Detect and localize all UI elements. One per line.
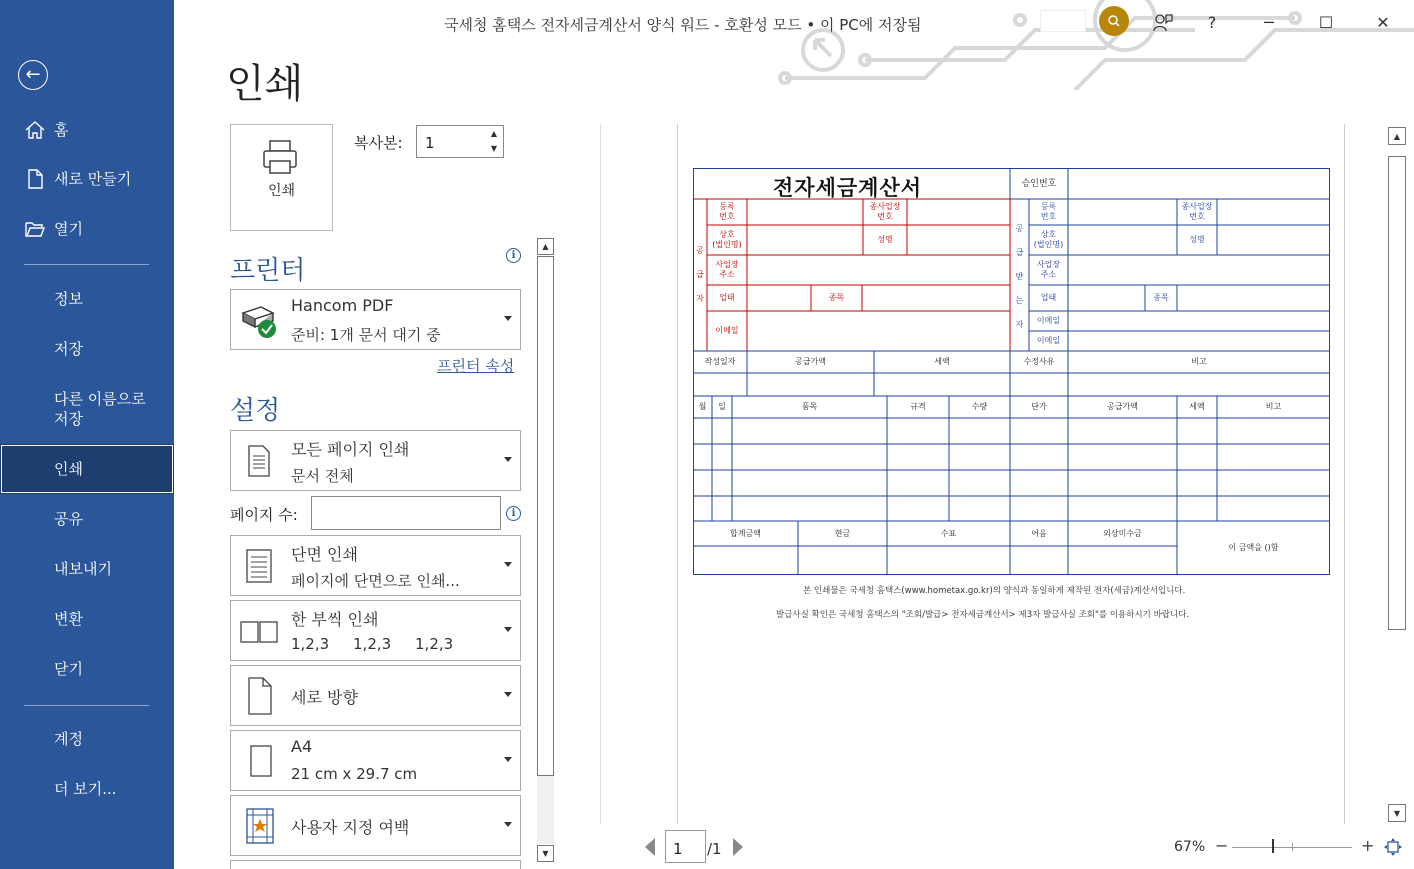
chevron-down-icon (504, 627, 512, 632)
supplier-item-label: 종목 (828, 293, 845, 302)
previous-page-icon[interactable] (645, 838, 655, 856)
total-amount-label: 합계금액 (730, 528, 761, 538)
scroll-down-icon[interactable]: ▼ (537, 845, 554, 862)
check-label: 수표 (940, 528, 957, 538)
supplier-company-label: 상호 (법인명) (712, 230, 742, 249)
supplier-reg-label: 등록 번호 (719, 202, 735, 221)
print-button[interactable] (230, 124, 333, 231)
printer-ready-icon (239, 299, 281, 341)
chevron-down-icon (504, 457, 512, 462)
collate-icon (239, 610, 281, 652)
settings-scrollbar[interactable] (536, 238, 555, 863)
chevron-down-icon (504, 316, 512, 321)
paper-size-dropdown[interactable] (230, 730, 521, 791)
col-spec: 규격 (910, 402, 926, 411)
chevron-down-icon (504, 562, 512, 567)
receiver-address-label: 사업장 주소 (1036, 260, 1061, 279)
maximize-button[interactable]: ☐ (1318, 12, 1334, 32)
scroll-thumb[interactable] (1388, 156, 1406, 630)
print-button-label: 인쇄 (267, 183, 296, 199)
note-label: 비고 (1191, 357, 1207, 366)
supplier-name-label: 성명 (877, 235, 893, 244)
setting-line1: 사용자 지정 여백 (291, 818, 410, 837)
page-number-input[interactable] (665, 830, 706, 863)
printer-status: 준비: 1개 문서 대기 중 (291, 326, 441, 344)
back-arrow-icon[interactable]: ← (18, 60, 48, 90)
close-button[interactable]: ✕ (1376, 12, 1390, 32)
col-month: 월 (698, 402, 707, 411)
orientation-dropdown[interactable] (230, 665, 521, 726)
collate-dropdown[interactable] (230, 600, 521, 661)
receiver-branch-label: 종사업장 번호 (1181, 202, 1213, 221)
setting-line1: A4 (291, 737, 313, 756)
sidebar-item-label: 인쇄 (54, 460, 83, 478)
help-button[interactable]: ? (1207, 12, 1217, 32)
tax-label: 세액 (934, 357, 950, 366)
supplier-char: 자 (696, 294, 704, 303)
sidebar-item-close[interactable] (0, 658, 174, 680)
zoom-level: 67% (1174, 839, 1206, 855)
copies-stepper[interactable] (416, 125, 504, 158)
setting-line2: 1,2,3 1,2,3 1,2,3 (291, 635, 454, 653)
supplier-char: 공 (696, 246, 704, 255)
sidebar-item-label: 다른 이름으로 저장 (54, 390, 146, 428)
margins-dropdown[interactable] (230, 795, 521, 856)
search-icon (1107, 14, 1121, 28)
supplier-email-label: 이메일 (715, 326, 739, 335)
receiver-company-label: 상호 (법인명) (1033, 230, 1064, 249)
sidebar-item-transform[interactable] (0, 608, 174, 630)
title-bar (174, 0, 1414, 44)
document-pages-icon (239, 440, 281, 482)
sidebar-item-label: 새로 만들기 (54, 170, 132, 188)
next-setting-partial (230, 860, 521, 869)
sidebar-item-label: 공유 (54, 510, 83, 528)
printer-section-title: 프린터 (230, 256, 306, 286)
print-range-dropdown[interactable] (230, 430, 521, 491)
sidebar-item-export[interactable] (0, 558, 174, 580)
supplier-business-label: 업태 (719, 293, 735, 302)
setting-line2: 21 cm x 29.7 cm (291, 765, 418, 783)
supplier-branch-label: 종사업장 번호 (869, 202, 901, 221)
new-document-icon (24, 168, 46, 190)
single-sided-icon (239, 545, 281, 587)
account-name-box (1040, 10, 1086, 32)
scroll-up-icon[interactable]: ▲ (537, 238, 554, 255)
sidebar-item-label: 내보내기 (54, 560, 112, 578)
chevron-down-icon (504, 822, 512, 827)
sidebar-item-save-as[interactable] (0, 388, 174, 430)
invoice-footnote-1: 본 인쇄물은 국세청 홈택스(www.hometax.go.kr)의 양식과 동일하게 제작된 전자(세금)계산서입니다. (803, 586, 1186, 596)
sides-dropdown[interactable] (230, 535, 521, 596)
col-supply: 공급가액 (1107, 402, 1138, 411)
invoice-footnote-2: 발급사실 확인은 국세청 홈택스의 "조회/발급> 전자세금계산서> 제3자 발급사실 조회"를 이용하시기 바랍니다. (776, 610, 1190, 620)
setting-line1: 모든 페이지 인쇄 (291, 440, 410, 459)
receiver-char: 급 (1015, 248, 1024, 257)
col-note: 비고 (1265, 402, 1282, 411)
sidebar-divider (24, 264, 149, 265)
receiver-business-label: 업태 (1040, 293, 1057, 302)
setting-line2: 페이지에 단면으로 인쇄... (291, 572, 460, 590)
sidebar-item-new[interactable] (0, 167, 174, 191)
page-total: /1 (707, 840, 722, 858)
pages-input[interactable] (311, 496, 501, 530)
credit-label: 외상미수금 (1103, 528, 1142, 538)
next-page-icon[interactable] (733, 838, 743, 856)
printer-properties-link[interactable]: 프린터 속성 (437, 357, 515, 375)
sidebar-divider (24, 705, 149, 706)
copies-label: 복사본: (354, 134, 403, 152)
sidebar-item-label: 더 보기... (54, 780, 117, 798)
chevron-down-icon (504, 757, 512, 762)
sidebar-item-label: 닫기 (54, 660, 83, 678)
col-item: 품목 (801, 402, 818, 411)
revision-reason-label: 수정사유 (1023, 357, 1055, 366)
receiver-reg-label: 등록 번호 (1040, 202, 1057, 221)
custom-margins-icon (239, 805, 281, 847)
paper-size-icon (239, 740, 281, 782)
avatar[interactable] (1099, 6, 1129, 36)
home-icon (24, 119, 46, 141)
zoom-out-button[interactable]: − (1215, 836, 1229, 855)
col-qty: 수량 (971, 402, 988, 411)
preview-scrollbar[interactable] (1386, 124, 1408, 824)
chevron-down-icon (504, 692, 512, 697)
receipt-text: 이 금액을 ()함 (1228, 543, 1279, 552)
approval-number-label: 승인번호 (1021, 178, 1057, 189)
zoom-tick (1292, 843, 1293, 851)
setting-line1: 단면 인쇄 (291, 545, 358, 564)
sidebar-item-label: 계정 (54, 730, 83, 748)
receiver-char: 는 (1015, 296, 1024, 305)
sidebar-item-print[interactable] (0, 444, 174, 494)
sidebar-item-label: 홈 (54, 121, 69, 139)
receiver-char: 받 (1015, 272, 1024, 281)
col-price: 단가 (1031, 402, 1047, 411)
window-title: 국세청 홈택스 전자세금계산서 양식 워드 - 호환성 모드 • 이 PC에 저장됨 (444, 16, 922, 34)
receiver-char: 공 (1015, 224, 1024, 233)
printer-name: Hancom PDF (291, 296, 394, 315)
sidebar-item-open[interactable] (0, 217, 174, 241)
info-icon[interactable]: i (506, 248, 521, 263)
sidebar-item-label: 저장 (54, 340, 83, 358)
setting-line1: 한 부씩 인쇄 (291, 610, 379, 629)
supply-amount-label: 공급가액 (795, 357, 826, 366)
sidebar-item-label: 열기 (54, 220, 83, 238)
zoom-slider-thumb[interactable] (1272, 839, 1274, 853)
spin-up-icon[interactable]: ▲ (490, 129, 497, 138)
scroll-up-icon[interactable]: ▲ (1388, 127, 1406, 145)
receiver-char: 자 (1015, 320, 1024, 329)
printer-icon (261, 139, 301, 177)
supplier-address-label: 사업장 주소 (715, 260, 739, 279)
scroll-track (537, 776, 554, 844)
receiver-item-label: 종목 (1153, 293, 1169, 302)
receiver-email-label: 이메일 (1036, 316, 1061, 325)
sidebar-item-info[interactable] (0, 288, 174, 310)
scroll-thumb[interactable] (537, 256, 554, 776)
sidebar-item-save[interactable] (0, 338, 174, 360)
setting-line1: 세로 방향 (291, 688, 358, 707)
setting-line2: 문서 전체 (291, 467, 354, 485)
fit-to-page-icon[interactable] (1384, 838, 1402, 856)
page-number-value: 1 (673, 840, 683, 858)
sidebar-item-label: 정보 (54, 290, 83, 308)
sidebar-item-account[interactable] (0, 728, 174, 750)
written-date-label: 작성일자 (704, 357, 736, 366)
folder-open-icon (24, 218, 46, 240)
zoom-in-button[interactable]: + (1361, 836, 1375, 855)
tax-invoice (693, 168, 1330, 575)
printer-dropdown[interactable] (230, 289, 521, 350)
bill-label: 어음 (1031, 528, 1047, 538)
sidebar-item-share[interactable] (0, 508, 174, 530)
sidebar-item-home[interactable] (0, 118, 174, 142)
col-day: 일 (718, 402, 726, 411)
col-tax: 세액 (1189, 402, 1205, 411)
receiver-email2-label: 이메일 (1036, 336, 1061, 345)
supplier-char: 급 (696, 270, 704, 279)
page-title: 인쇄 (226, 61, 304, 107)
portrait-icon (239, 675, 281, 717)
sidebar-item-more[interactable] (0, 778, 174, 800)
cash-label: 현금 (834, 528, 851, 538)
invoice-title: 전자세금계산서 (773, 176, 923, 200)
scroll-down-icon[interactable]: ▼ (1388, 804, 1406, 822)
sidebar-item-label: 변환 (54, 610, 83, 628)
pages-label: 페이지 수: (230, 506, 298, 524)
receiver-name-label: 성명 (1189, 235, 1205, 244)
settings-section-title: 설정 (230, 396, 281, 426)
info-icon[interactable]: i (506, 506, 521, 521)
copies-value: 1 (425, 134, 435, 152)
share-feedback-icon[interactable] (1149, 8, 1177, 36)
spin-down-icon[interactable]: ▼ (490, 144, 497, 153)
backstage-sidebar (0, 0, 174, 869)
minimize-button[interactable]: ─ (1264, 12, 1274, 32)
